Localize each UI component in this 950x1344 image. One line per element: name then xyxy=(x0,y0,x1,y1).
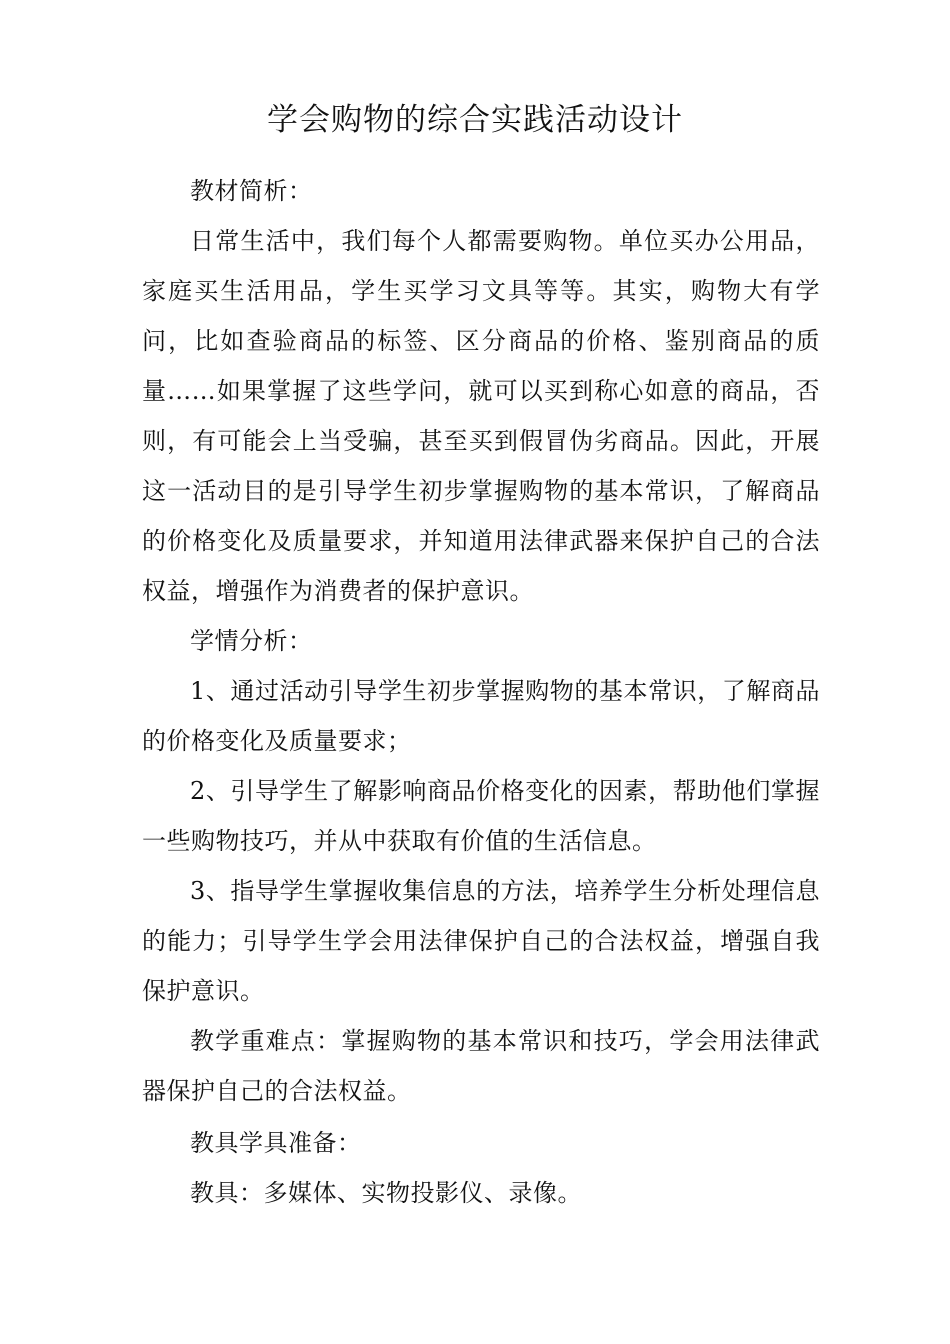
paragraph-teaching-tools: 教具：多媒体、实物投影仪、录像。 xyxy=(190,1179,582,1207)
document-body xyxy=(142,166,820,1218)
list-item-objective-3: 3、指导学生掌握收集信息的方法，培养学生分析处理信息的能力；引导学生学会用法律保护自己的合法权益，增强自我保护意识。 xyxy=(142,877,820,1005)
paragraph-key-difficulties: 教学重难点：掌握购物的基本常识和技巧，学会用法律武器保护自己的合法权益。 xyxy=(142,1027,820,1105)
list-item-objective-2: 2、引导学生了解影响商品价格变化的因素，帮助他们掌握一些购物技巧，并从中获取有价值的生活信息。 xyxy=(142,777,820,855)
section-heading-materials: 教具学具准备： xyxy=(190,1129,362,1157)
list-item-objective-1: 1、通过活动引导学生初步掌握购物的基本常识，了解商品的价格变化及质量要求； xyxy=(142,677,820,755)
section-heading-student-analysis: 学情分析： xyxy=(190,627,313,655)
document-title: 学会购物的综合实践活动设计 xyxy=(267,102,683,138)
paragraph-textbook-analysis: 日常生活中，我们每个人都需要购物。单位买办公用品，家庭买生活用品，学生买学习文具等等。其实，购物大有学问，比如查验商品的标签、区分商品的价格、鉴别商品的质量……如果掌握了这些学问，就可以买到称心如意的商品，否则，有可能会上当受骗，甚至买到假冒伪劣商品。因此，开展这一活动目的是引导学生初步掌握购物的基本常识，了解商品的价格变化及质量要求，并知道用法律武器来保护自己的合法权益，增强作为消费者的保护意识。 xyxy=(142,227,820,605)
section-heading-textbook-analysis: 教材简析： xyxy=(190,177,313,205)
